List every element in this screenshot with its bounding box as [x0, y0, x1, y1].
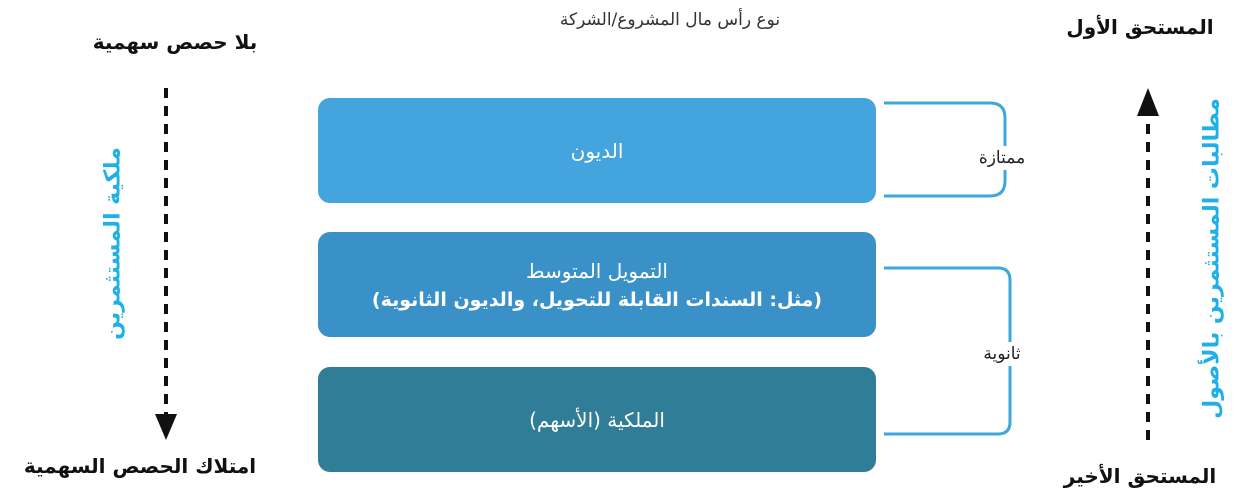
mezzanine-title: التمويل المتوسط: [526, 258, 668, 283]
no-equity-label: بلا حصص سهمية: [92, 30, 258, 54]
equity-box: [318, 367, 876, 472]
junior-label: ثانوية: [965, 342, 1039, 366]
debt-box: [318, 98, 876, 203]
investor-ownership-text: ملكية المستثمرين: [100, 147, 126, 340]
last-claim-label: المستحق الأخير: [1063, 464, 1217, 488]
first-claim-label: المستحق الأول: [1066, 15, 1214, 39]
equity-title: الملكية (الأسهم): [529, 407, 665, 432]
left-arrowhead-down: [155, 414, 177, 440]
mezzanine-box: [318, 232, 876, 337]
right-arrowhead-up: [1137, 88, 1159, 116]
capital-type-title: نوع رأس مال المشروع/الشركة: [559, 10, 781, 30]
debt-title: الديون: [570, 138, 624, 163]
equity-ownership-label: امتلاك الحصص السهمية: [23, 454, 257, 478]
senior-label: ممتازة: [965, 146, 1039, 170]
mezzanine-subtitle: (مثل: السندات القابلة للتحويل، والديون الثانوية): [371, 288, 823, 311]
investor-claims-text: مطالبات المستثمرين بالأصول: [1199, 98, 1225, 419]
